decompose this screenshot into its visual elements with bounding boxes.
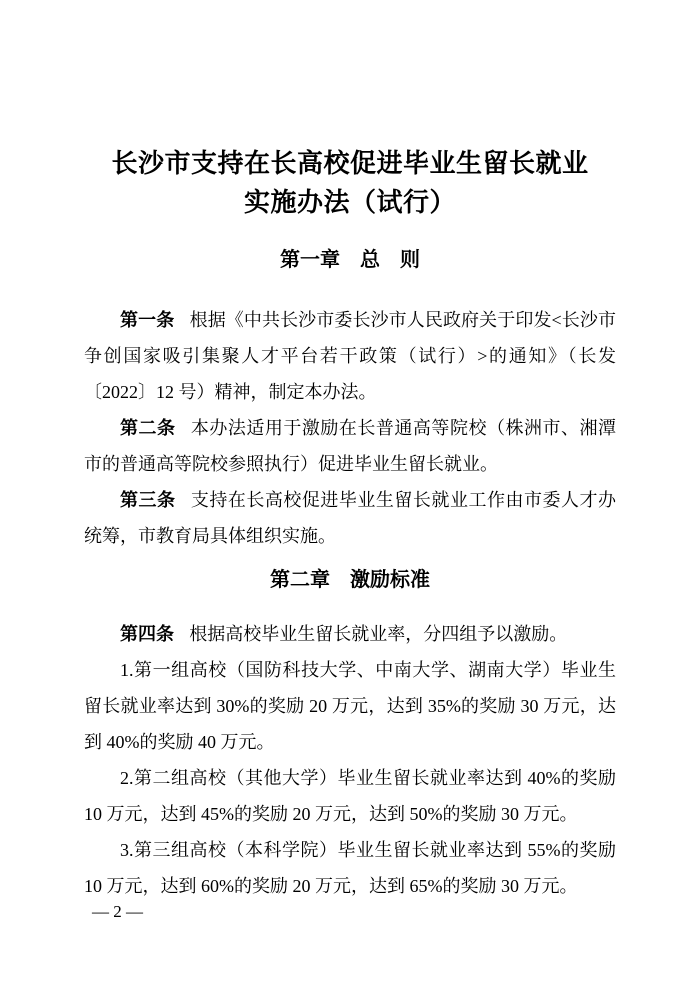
document-title-line-1: 长沙市支持在长高校促进毕业生留长就业 xyxy=(111,149,589,178)
article-4-paragraph xyxy=(84,616,616,652)
article-4-text: 根据高校毕业生留长就业率，分四组予以激励。 xyxy=(189,624,568,644)
chapter-1-heading: 第一章 总 则 xyxy=(280,249,420,271)
document-title-line-2: 实施办法（试行） xyxy=(243,188,456,217)
article-3-paragraph xyxy=(84,482,616,554)
incentive-item-2: 2.第二组高校（其他大学）毕业生留长就业率达到 40%的奖励 10 万元，达到 45%的奖励 20 万元，达到 50%的奖励 30 万元。 xyxy=(84,768,616,824)
article-2-text: 本办法适用于激励在长普通高等院校（株洲市、湘潭市的普通高等院校参照执行）促进毕业生留长就业。 xyxy=(84,418,617,474)
incentive-item-3: 3.第三组高校（本科学院）毕业生留长就业率达到 55%的奖励 10 万元，达到 60%的奖励 20 万元，达到 65%的奖励 30 万元。 xyxy=(84,840,616,896)
article-4-label: 第四条 xyxy=(120,624,174,644)
incentive-item-1: 1.第一组高校（国防科技大学、中南大学、湖南大学）毕业生留长就业率达到 30%的奖励 20 万元，达到 35%的奖励 30 万元，达到 40%的奖励 40 万元。 xyxy=(84,660,616,752)
article-3-label: 第三条 xyxy=(120,490,176,510)
article-2-label: 第二条 xyxy=(120,418,176,438)
document-title xyxy=(84,144,616,222)
chapter-2-heading: 第二章 激励标准 xyxy=(270,569,430,591)
article-3-text: 支持在长高校促进毕业生留长就业工作由市委人才办统筹，市教育局具体组织实施。 xyxy=(84,490,617,546)
article-1-paragraph xyxy=(84,302,616,410)
article-1-label: 第一条 xyxy=(120,310,175,330)
article-2-paragraph xyxy=(84,410,616,482)
page-number: — 2 — xyxy=(92,902,143,921)
article-1-text: 根据《中共长沙市委长沙市人民政府关于印发<长沙市争创国家吸引集聚人才平台若干政策（试行）>的通知》（长发〔2022〕12 号）精神，制定本办法。 xyxy=(84,310,616,402)
